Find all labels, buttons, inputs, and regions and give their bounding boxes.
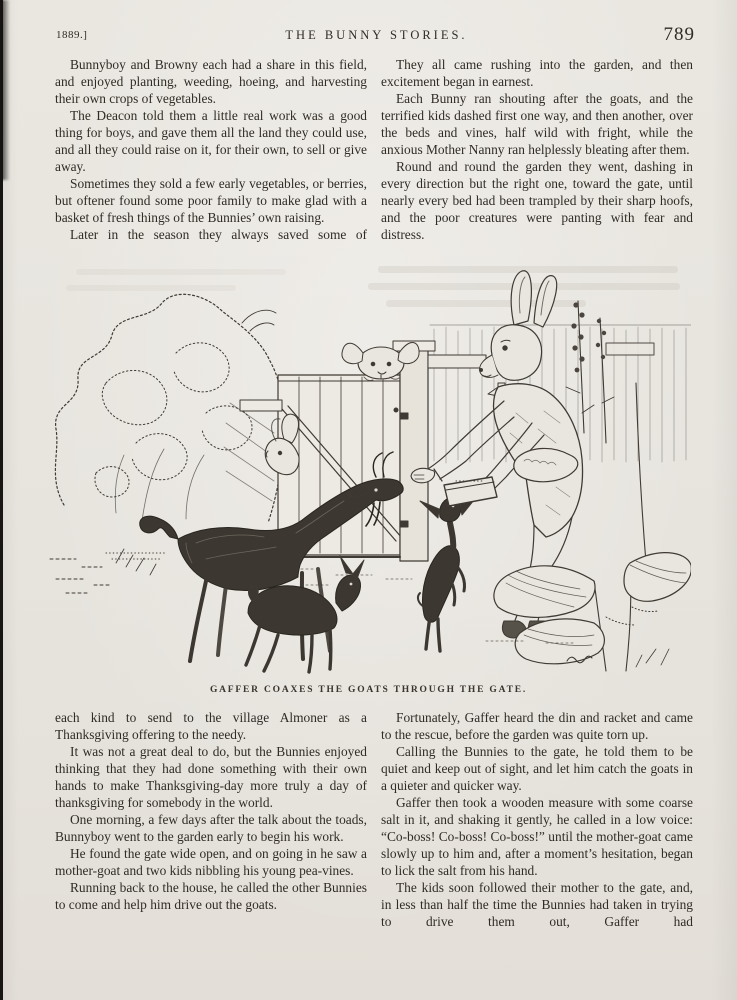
paragraph: Round and round the garden they went, dashing in every direction but the right one, toward the gate, until nearly every bed had been trampled by their sharp hoofs, and the poor creatures were panting with fear and distress. — [381, 159, 693, 242]
page-number: 789 — [663, 24, 695, 45]
paragraph: Running back to the house, he called the other Bunnies to come and help him drive out the goats. — [55, 880, 367, 912]
grass-left — [50, 549, 166, 593]
column-bottom-left — [55, 709, 367, 930]
paragraph: Each Bunny ran shouting after the goats, and the terrified kids dashed first one way, and then another, over the beds and vines, half wild with fright, while the anxious Mother Nanny ran helplessly bleating after them. — [381, 91, 693, 157]
text-block-top — [55, 56, 693, 243]
paragraph: He found the gate wide open, and on going in he saw a mother-goat and two kids nibbling his young pea-vines. — [55, 846, 367, 878]
page-title: THE BUNNY STORIES. — [285, 28, 468, 42]
paragraph: Bunnyboy and Browny each had a share in this field, and enjoyed planting, weeding, hoeing, and harvesting their own crops of vegetables. — [55, 57, 367, 106]
paragraph: Calling the Bunnies to the gate, he told them to be quiet and keep out of sight, and let him catch the goats in a quieter and quicker way. — [381, 744, 693, 793]
header-date: 1889.] — [56, 29, 88, 41]
paragraph: each kind to send to the village Almoner as a Thanksgiving offering to the needy. — [55, 710, 367, 742]
illustration-figure — [46, 263, 691, 695]
column-top-right — [381, 56, 693, 243]
paragraph: It was not a great deal to do, but the Bunnies enjoyed thinking that they had done something with their own hands to make Thanksgiving-day more truly a day of thanksgiving for somebody in the world. — [55, 744, 367, 810]
illustration-gaffer-goats — [46, 263, 691, 678]
page-header — [56, 24, 697, 48]
column-top-left — [55, 56, 367, 243]
paragraph: Later in the season they always saved some of — [70, 227, 367, 242]
paragraph: One morning, a few days after the talk about the toads, Bunnyboy went to the garden early to begin his work. — [55, 812, 367, 844]
illustration-caption: GAFFER COAXES THE GOATS THROUGH THE GATE. — [209, 685, 528, 695]
paragraph: They all came rushing into the garden, and then excitement began in earnest. — [381, 57, 693, 89]
page-show-through — [66, 266, 680, 307]
paragraph: The Deacon told them a little real work was a good thing for boys, and gave them all the land they could use, and all they could raise on it, for their own, to sell or give away. — [55, 108, 367, 174]
paragraph: Fortunately, Gaffer heard the din and racket and came to the rescue, before the garden was quite torn up. — [381, 710, 693, 742]
text-block-bottom — [55, 709, 693, 930]
paragraph: Sometimes they sold a few early vegetables, or berries, but oftener found some poor family to make glad with a basket of fresh things of the Bunnies’ own raising. — [55, 176, 367, 225]
salt-measure-box — [444, 477, 497, 506]
scan-smudge-top-left — [0, 0, 10, 180]
paragraph: Gaffer then took a wooden measure with some coarse salt in it, and shaking it gently, he called in a low voice: “Co-boss! Co-boss! Co-boss!” until the mother-goat came slowly up to him and, after a moment’s hesitation, began to lick the salt from his hand. — [381, 795, 693, 878]
paragraph: The kids soon followed their mother to the gate, and, in less than half the time the Bunnies had taken in trying to drive them out, Gaffer had — [381, 880, 693, 929]
column-bottom-right — [381, 709, 693, 930]
